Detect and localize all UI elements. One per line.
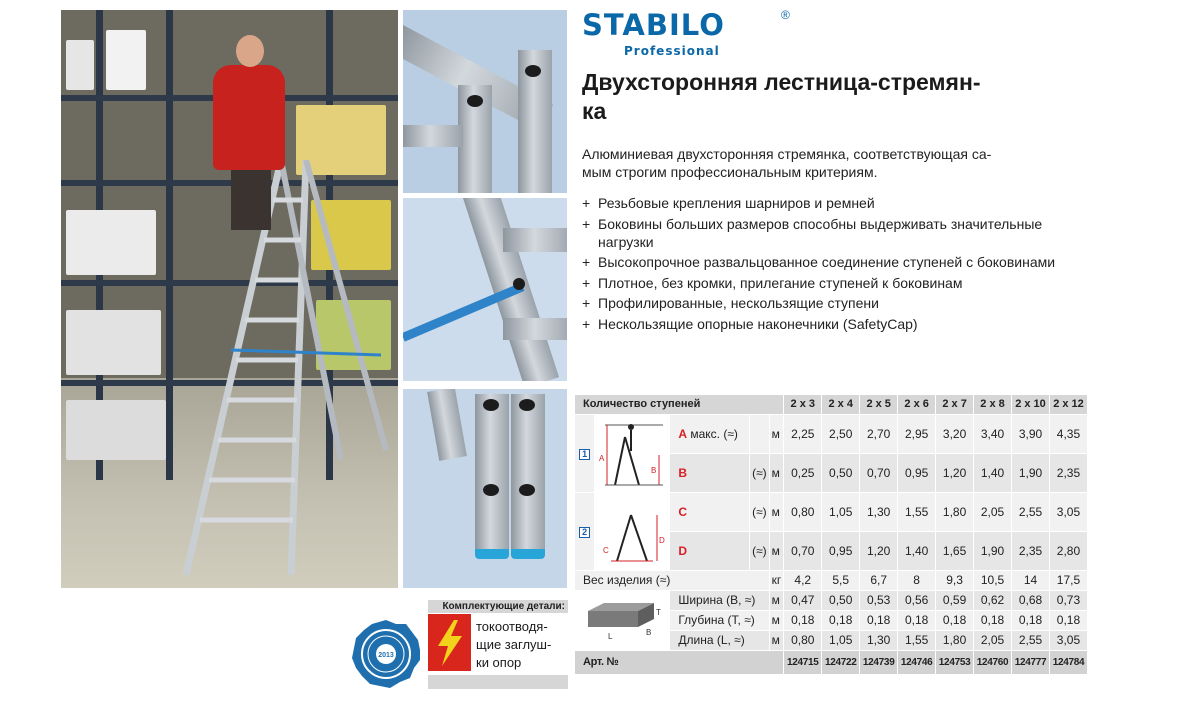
rail bbox=[475, 394, 509, 554]
cell-value: 0,80 bbox=[784, 630, 822, 650]
cell-value: 0,73 bbox=[1049, 590, 1087, 610]
size-header: 2 x 8 bbox=[974, 395, 1012, 414]
size-header: 2 x 6 bbox=[898, 395, 936, 414]
letter-b: B bbox=[678, 465, 688, 480]
cell-value: 0,70 bbox=[784, 531, 822, 570]
cell-value: 14 bbox=[1012, 570, 1050, 590]
person bbox=[231, 160, 271, 230]
cell-value: 3,90 bbox=[1012, 414, 1050, 453]
cell-value: 0,18 bbox=[974, 610, 1012, 630]
feature-item: + Боковины больших размеров способны выдерживать значительные нагрузки bbox=[582, 215, 1062, 251]
cell-value: 3,40 bbox=[974, 414, 1012, 453]
article-number: 124784 bbox=[1049, 650, 1087, 674]
strap-anchor bbox=[513, 278, 525, 290]
accessories-line: токоотводя- bbox=[476, 619, 548, 634]
page-title bbox=[582, 68, 1087, 126]
rail bbox=[503, 228, 567, 252]
cell-value: 0,47 bbox=[784, 590, 822, 610]
accessories-line: щие заглуш- bbox=[476, 637, 552, 652]
row-label-b bbox=[670, 453, 750, 492]
article-number: 124715 bbox=[784, 650, 822, 674]
title-line: Двухсторонняя лестница-стремян- bbox=[582, 69, 981, 95]
table-header-row bbox=[575, 395, 1088, 414]
cell-value: 0,53 bbox=[860, 590, 898, 610]
lightning-icon-svg bbox=[428, 614, 471, 671]
cell-value: 8 bbox=[898, 570, 936, 590]
paint-buckets bbox=[66, 400, 166, 460]
unit: м bbox=[769, 630, 784, 650]
cell-value: 0,18 bbox=[784, 610, 822, 630]
paint-buckets bbox=[66, 210, 156, 275]
cell-value: 0,80 bbox=[784, 492, 822, 531]
accessories-bar bbox=[428, 675, 568, 689]
intro-line: мым строгим профессиональным критериям. bbox=[582, 164, 878, 180]
cell-value: 0,56 bbox=[898, 590, 936, 610]
intro-line: Алюминиевая двухсторонняя стремянка, соответствующая са- bbox=[582, 146, 992, 162]
cell-value: 0,18 bbox=[1012, 610, 1050, 630]
cell-value: 2,80 bbox=[1049, 531, 1087, 570]
diagram-label-a: A bbox=[599, 453, 605, 463]
size-header: 2 x 3 bbox=[784, 395, 822, 414]
cell-value: 0,62 bbox=[974, 590, 1012, 610]
row-name: (≈) bbox=[750, 531, 770, 570]
table-row bbox=[575, 570, 1088, 590]
row-label-depth: Глубина (T, ≈) bbox=[670, 610, 769, 630]
cell-value: 1,90 bbox=[974, 531, 1012, 570]
cell-value: 1,40 bbox=[974, 453, 1012, 492]
cell-value: 17,5 bbox=[1049, 570, 1087, 590]
ladder-diagram-2 bbox=[595, 492, 670, 570]
cell-value: 1,90 bbox=[1012, 453, 1050, 492]
lightning-icon bbox=[428, 614, 471, 671]
cell-value: 2,70 bbox=[860, 414, 898, 453]
registered-mark: ® bbox=[781, 8, 790, 22]
cell-value: 0,95 bbox=[822, 531, 860, 570]
seal-year: 2013 bbox=[378, 652, 394, 659]
rail bbox=[511, 394, 545, 554]
shelf-post bbox=[166, 10, 173, 480]
letter-d: D bbox=[678, 543, 688, 558]
cell-value: 1,30 bbox=[860, 630, 898, 650]
person bbox=[236, 35, 264, 67]
article-number: 124760 bbox=[974, 650, 1012, 674]
rail bbox=[403, 125, 463, 147]
cell-value: 3,20 bbox=[936, 414, 974, 453]
rivet-hole bbox=[525, 65, 541, 77]
accessories-title: Комплектующие детали: bbox=[428, 600, 568, 613]
accessories-text bbox=[476, 618, 571, 672]
rivet-hole bbox=[519, 399, 535, 411]
group-badge: 1 bbox=[579, 449, 590, 460]
cell-value: 2,95 bbox=[898, 414, 936, 453]
letter-a: A bbox=[678, 426, 688, 441]
unit: м bbox=[769, 453, 784, 492]
rivet-hole bbox=[483, 484, 499, 496]
safety-cap bbox=[511, 549, 545, 559]
pkg-label-t: T bbox=[656, 607, 662, 617]
unit: м bbox=[769, 414, 784, 453]
cell-value: 2,55 bbox=[1012, 630, 1050, 650]
paint-bucket bbox=[106, 30, 146, 90]
detail-photo-strap bbox=[403, 198, 567, 381]
rivet-hole bbox=[519, 484, 535, 496]
diagram-label-d: D bbox=[659, 535, 666, 545]
intro-text bbox=[582, 145, 1067, 181]
detail-photo-hinge bbox=[403, 10, 567, 193]
cell-value: 1,05 bbox=[822, 630, 860, 650]
standing-ladder-diagram bbox=[597, 415, 667, 489]
safety-cap bbox=[475, 549, 509, 559]
cell-value: 0,50 bbox=[822, 453, 860, 492]
feature-item: + Нескользящие опорные наконечники (SafetyCap) bbox=[582, 315, 1062, 333]
cell-value: 2,50 bbox=[822, 414, 860, 453]
table-row bbox=[575, 492, 1088, 531]
cell-value: 1,80 bbox=[936, 492, 974, 531]
cell-value: 1,20 bbox=[860, 531, 898, 570]
spacer bbox=[750, 414, 770, 453]
spec-table bbox=[575, 395, 1088, 675]
size-header: 2 x 10 bbox=[1012, 395, 1050, 414]
size-header: 2 x 5 bbox=[860, 395, 898, 414]
cell-value: 9,3 bbox=[936, 570, 974, 590]
table-row bbox=[575, 414, 1088, 453]
rivet-hole bbox=[467, 95, 483, 107]
cell-value: 1,55 bbox=[898, 630, 936, 650]
size-header: 2 x 4 bbox=[822, 395, 860, 414]
cell-value: 10,5 bbox=[974, 570, 1012, 590]
cell-value: 0,68 bbox=[1012, 590, 1050, 610]
cell-value: 2,55 bbox=[1012, 492, 1050, 531]
table-row bbox=[575, 590, 1088, 610]
paint-bucket bbox=[66, 40, 94, 90]
feature-list bbox=[582, 194, 1062, 335]
row-label-width: Ширина (B, ≈) bbox=[670, 590, 769, 610]
row-label-article: Арт. № bbox=[575, 650, 784, 674]
row-label-d bbox=[670, 531, 750, 570]
folded-ladder-diagram bbox=[597, 493, 667, 567]
row-label-weight: Вес изделия (≈) bbox=[575, 570, 769, 590]
article-number: 124722 bbox=[822, 650, 860, 674]
row-name: макс. (≈) bbox=[690, 426, 738, 441]
product-photo-warehouse bbox=[61, 10, 398, 588]
brand-logo: STABILO bbox=[582, 8, 725, 42]
cell-value: 0,18 bbox=[822, 610, 860, 630]
unit: м bbox=[769, 492, 784, 531]
feature-item: + Профилированные, нескользящие ступени bbox=[582, 294, 1062, 312]
accessories-line: ки опор bbox=[476, 655, 522, 670]
unit: м bbox=[769, 531, 784, 570]
quality-seal-icon bbox=[350, 618, 422, 690]
cell-value: 0,18 bbox=[936, 610, 974, 630]
rail bbox=[503, 318, 567, 340]
row-label-length: Длина (L, ≈) bbox=[670, 630, 769, 650]
row-label-a bbox=[670, 414, 750, 453]
cell-value: 4,2 bbox=[784, 570, 822, 590]
package-diagram-cell bbox=[575, 590, 670, 650]
rail bbox=[427, 389, 467, 461]
cell-value: 0,25 bbox=[784, 453, 822, 492]
rivet-hole bbox=[483, 399, 499, 411]
title-line: ка bbox=[582, 98, 607, 124]
cell-value: 0,50 bbox=[822, 590, 860, 610]
feature-item: + Высокопрочное развальцованное соединение ступеней с боковинами bbox=[582, 253, 1062, 271]
cell-value: 1,20 bbox=[936, 453, 974, 492]
cell-value: 0,18 bbox=[898, 610, 936, 630]
cell-value: 1,55 bbox=[898, 492, 936, 531]
cell-value: 0,18 bbox=[1049, 610, 1087, 630]
ladder-illustration bbox=[181, 160, 391, 580]
cell-value: 4,35 bbox=[1049, 414, 1087, 453]
row-name: (≈) bbox=[750, 453, 770, 492]
header-steps-label: Количество ступеней bbox=[575, 395, 784, 414]
ladder-diagram-1 bbox=[595, 414, 670, 492]
article-number: 124777 bbox=[1012, 650, 1050, 674]
cell-value: 3,05 bbox=[1049, 630, 1087, 650]
cell-value: 2,35 bbox=[1049, 453, 1087, 492]
article-number: 124753 bbox=[936, 650, 974, 674]
group-badge: 2 bbox=[579, 527, 590, 538]
brand-line: Professional bbox=[624, 44, 720, 58]
feature-item: + Плотное, без кромки, прилегание ступеней к боковинам bbox=[582, 274, 1062, 292]
size-header: 2 x 12 bbox=[1049, 395, 1087, 414]
pkg-label-b: B bbox=[646, 627, 652, 637]
cell-value: 2,05 bbox=[974, 492, 1012, 531]
cell-value: 2,25 bbox=[784, 414, 822, 453]
letter-c: C bbox=[678, 504, 688, 519]
cell-value: 2,35 bbox=[1012, 531, 1050, 570]
cell-value: 1,80 bbox=[936, 630, 974, 650]
detail-photo-feet bbox=[403, 389, 567, 588]
package-box-icon bbox=[580, 591, 664, 647]
diagram-label-c: C bbox=[603, 545, 610, 555]
cell-value: 1,30 bbox=[860, 492, 898, 531]
diagram-label-b: B bbox=[651, 465, 657, 475]
cell-value: 0,18 bbox=[860, 610, 898, 630]
cell-value: 1,65 bbox=[936, 531, 974, 570]
cell-value: 6,7 bbox=[860, 570, 898, 590]
group-badge-cell bbox=[575, 414, 595, 492]
cell-value: 0,59 bbox=[936, 590, 974, 610]
row-label-c bbox=[670, 492, 750, 531]
cell-value: 1,05 bbox=[822, 492, 860, 531]
cell-value: 0,95 bbox=[898, 453, 936, 492]
feature-item: + Резьбовые крепления шарниров и ремней bbox=[582, 194, 1062, 212]
table-row-article bbox=[575, 650, 1088, 674]
person bbox=[213, 65, 285, 170]
cell-value: 2,05 bbox=[974, 630, 1012, 650]
unit: м bbox=[769, 590, 784, 610]
unit: м bbox=[769, 610, 784, 630]
size-header: 2 x 7 bbox=[936, 395, 974, 414]
cell-value: 1,40 bbox=[898, 531, 936, 570]
pkg-label-l: L bbox=[608, 631, 613, 641]
group-badge-cell bbox=[575, 492, 595, 570]
cell-value: 5,5 bbox=[822, 570, 860, 590]
cell-value: 0,70 bbox=[860, 453, 898, 492]
cell-value: 3,05 bbox=[1049, 492, 1087, 531]
article-number: 124739 bbox=[860, 650, 898, 674]
row-name: (≈) bbox=[750, 492, 770, 531]
unit: кг bbox=[769, 570, 784, 590]
article-number: 124746 bbox=[898, 650, 936, 674]
paint-buckets bbox=[66, 310, 161, 375]
